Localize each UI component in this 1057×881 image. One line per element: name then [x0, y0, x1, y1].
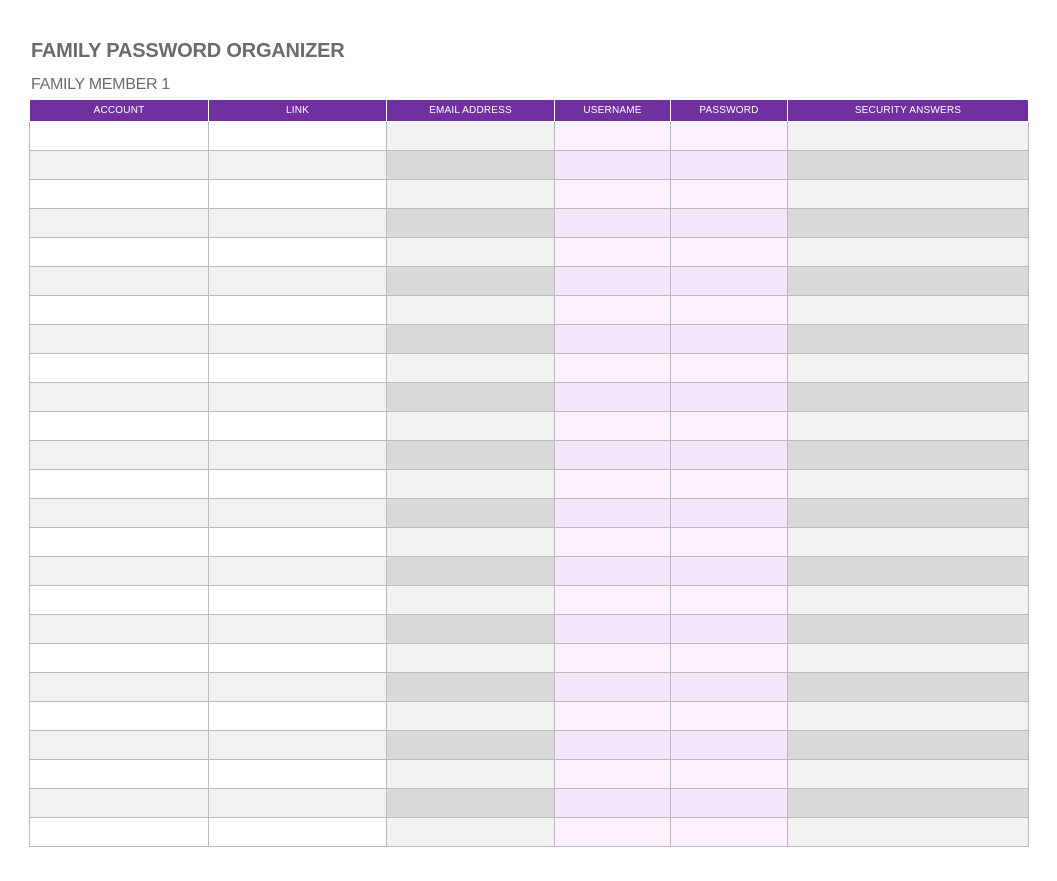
cell-username[interactable] — [555, 354, 671, 383]
table-row — [30, 818, 1029, 847]
cell-password[interactable] — [671, 615, 788, 644]
table-row — [30, 325, 1029, 354]
cell-account[interactable] — [30, 441, 209, 470]
cell-username[interactable] — [555, 789, 671, 818]
cell-security[interactable] — [788, 383, 1029, 412]
cell-password[interactable] — [671, 180, 788, 209]
cell-link[interactable] — [209, 673, 387, 702]
cell-security[interactable] — [788, 470, 1029, 499]
table-row — [30, 557, 1029, 586]
cell-link[interactable] — [209, 122, 387, 151]
cell-password[interactable] — [671, 122, 788, 151]
cell-email[interactable] — [387, 586, 555, 615]
cell-security[interactable] — [788, 586, 1029, 615]
cell-account[interactable] — [30, 499, 209, 528]
cell-username[interactable] — [555, 325, 671, 354]
cell-email[interactable] — [387, 267, 555, 296]
cell-account[interactable] — [30, 238, 209, 267]
cell-security[interactable] — [788, 528, 1029, 557]
cell-email[interactable] — [387, 441, 555, 470]
cell-email[interactable] — [387, 760, 555, 789]
cell-password[interactable] — [671, 644, 788, 673]
cell-username[interactable] — [555, 702, 671, 731]
table-row — [30, 151, 1029, 180]
cell-email[interactable] — [387, 296, 555, 325]
cell-link[interactable] — [209, 615, 387, 644]
cell-security[interactable] — [788, 557, 1029, 586]
column-header-security-answers: SECURITY ANSWERS — [788, 100, 1029, 122]
cell-security[interactable] — [788, 615, 1029, 644]
cell-username[interactable] — [555, 528, 671, 557]
cell-password[interactable] — [671, 760, 788, 789]
cell-account[interactable] — [30, 644, 209, 673]
cell-link[interactable] — [209, 296, 387, 325]
cell-account[interactable] — [30, 383, 209, 412]
cell-email[interactable] — [387, 238, 555, 267]
cell-username[interactable] — [555, 586, 671, 615]
cell-password[interactable] — [671, 354, 788, 383]
cell-username[interactable] — [555, 151, 671, 180]
cell-email[interactable] — [387, 151, 555, 180]
page-title: FAMILY PASSWORD ORGANIZER — [31, 40, 345, 62]
column-header-link: LINK — [209, 100, 387, 122]
cell-security[interactable] — [788, 325, 1029, 354]
cell-email[interactable] — [387, 325, 555, 354]
column-header-email-address: EMAIL ADDRESS — [387, 100, 555, 122]
cell-security[interactable] — [788, 760, 1029, 789]
table-row — [30, 644, 1029, 673]
cell-username[interactable] — [555, 238, 671, 267]
cell-account[interactable] — [30, 180, 209, 209]
cell-password[interactable] — [671, 702, 788, 731]
cell-username[interactable] — [555, 818, 671, 847]
cell-link[interactable] — [209, 325, 387, 354]
cell-username[interactable] — [555, 209, 671, 238]
cell-account[interactable] — [30, 122, 209, 151]
cell-account[interactable] — [30, 296, 209, 325]
table-row — [30, 673, 1029, 702]
cell-account[interactable] — [30, 267, 209, 296]
cell-account[interactable] — [30, 151, 209, 180]
cell-email[interactable] — [387, 470, 555, 499]
cell-username[interactable] — [555, 122, 671, 151]
cell-security[interactable] — [788, 122, 1029, 151]
cell-password[interactable] — [671, 267, 788, 296]
cell-link[interactable] — [209, 499, 387, 528]
cell-username[interactable] — [555, 267, 671, 296]
cell-link[interactable] — [209, 180, 387, 209]
table-row — [30, 470, 1029, 499]
table-row — [30, 702, 1029, 731]
cell-email[interactable] — [387, 702, 555, 731]
cell-link[interactable] — [209, 267, 387, 296]
table-row — [30, 180, 1029, 209]
cell-username[interactable] — [555, 731, 671, 760]
cell-password[interactable] — [671, 296, 788, 325]
cell-link[interactable] — [209, 238, 387, 267]
cell-password[interactable] — [671, 151, 788, 180]
cell-email[interactable] — [387, 673, 555, 702]
cell-account[interactable] — [30, 731, 209, 760]
cell-link[interactable] — [209, 789, 387, 818]
table-row — [30, 586, 1029, 615]
cell-username[interactable] — [555, 180, 671, 209]
cell-security[interactable] — [788, 354, 1029, 383]
cell-username[interactable] — [555, 499, 671, 528]
cell-account[interactable] — [30, 702, 209, 731]
cell-security[interactable] — [788, 267, 1029, 296]
table-row — [30, 238, 1029, 267]
cell-account[interactable] — [30, 615, 209, 644]
table-row — [30, 354, 1029, 383]
cell-link[interactable] — [209, 151, 387, 180]
cell-username[interactable] — [555, 760, 671, 789]
table-body — [30, 122, 1029, 847]
cell-email[interactable] — [387, 528, 555, 557]
cell-username[interactable] — [555, 383, 671, 412]
cell-security[interactable] — [788, 499, 1029, 528]
cell-account[interactable] — [30, 412, 209, 441]
cell-account[interactable] — [30, 209, 209, 238]
cell-email[interactable] — [387, 644, 555, 673]
cell-account[interactable] — [30, 818, 209, 847]
table-row — [30, 731, 1029, 760]
password-table — [29, 99, 1029, 847]
cell-email[interactable] — [387, 180, 555, 209]
cell-account[interactable] — [30, 528, 209, 557]
table-row — [30, 267, 1029, 296]
cell-email[interactable] — [387, 122, 555, 151]
cell-password[interactable] — [671, 470, 788, 499]
cell-password[interactable] — [671, 528, 788, 557]
cell-link[interactable] — [209, 383, 387, 412]
cell-link[interactable] — [209, 209, 387, 238]
cell-email[interactable] — [387, 818, 555, 847]
cell-link[interactable] — [209, 441, 387, 470]
table-row — [30, 296, 1029, 325]
cell-security[interactable] — [788, 702, 1029, 731]
cell-username[interactable] — [555, 296, 671, 325]
cell-link[interactable] — [209, 412, 387, 441]
cell-password[interactable] — [671, 731, 788, 760]
cell-password[interactable] — [671, 499, 788, 528]
cell-username[interactable] — [555, 441, 671, 470]
cell-email[interactable] — [387, 383, 555, 412]
cell-security[interactable] — [788, 209, 1029, 238]
cell-username[interactable] — [555, 557, 671, 586]
cell-username[interactable] — [555, 470, 671, 499]
cell-security[interactable] — [788, 238, 1029, 267]
cell-security[interactable] — [788, 731, 1029, 760]
cell-account[interactable] — [30, 470, 209, 499]
table-row — [30, 528, 1029, 557]
table-row — [30, 209, 1029, 238]
cell-email[interactable] — [387, 789, 555, 818]
cell-link[interactable] — [209, 557, 387, 586]
table-row — [30, 499, 1029, 528]
cell-password[interactable] — [671, 441, 788, 470]
header-row — [30, 100, 1029, 122]
cell-email[interactable] — [387, 499, 555, 528]
cell-account[interactable] — [30, 586, 209, 615]
cell-security[interactable] — [788, 673, 1029, 702]
table-row — [30, 760, 1029, 789]
cell-password[interactable] — [671, 789, 788, 818]
cell-link[interactable] — [209, 818, 387, 847]
cell-password[interactable] — [671, 818, 788, 847]
column-header-account: ACCOUNT — [30, 100, 209, 122]
cell-security[interactable] — [788, 441, 1029, 470]
cell-security[interactable] — [788, 644, 1029, 673]
cell-email[interactable] — [387, 731, 555, 760]
cell-account[interactable] — [30, 325, 209, 354]
cell-link[interactable] — [209, 644, 387, 673]
cell-link[interactable] — [209, 702, 387, 731]
table-row — [30, 412, 1029, 441]
table-row — [30, 789, 1029, 818]
cell-link[interactable] — [209, 760, 387, 789]
cell-account[interactable] — [30, 673, 209, 702]
cell-email[interactable] — [387, 209, 555, 238]
cell-password[interactable] — [671, 673, 788, 702]
table-row — [30, 615, 1029, 644]
cell-security[interactable] — [788, 180, 1029, 209]
cell-security[interactable] — [788, 296, 1029, 325]
cell-account[interactable] — [30, 789, 209, 818]
table-row — [30, 122, 1029, 151]
cell-email[interactable] — [387, 412, 555, 441]
cell-link[interactable] — [209, 354, 387, 383]
column-header-username: USERNAME — [555, 100, 671, 122]
cell-security[interactable] — [788, 412, 1029, 441]
cell-link[interactable] — [209, 470, 387, 499]
cell-link[interactable] — [209, 586, 387, 615]
cell-account[interactable] — [30, 760, 209, 789]
cell-email[interactable] — [387, 354, 555, 383]
cell-security[interactable] — [788, 789, 1029, 818]
cell-password[interactable] — [671, 209, 788, 238]
cell-link[interactable] — [209, 731, 387, 760]
table-row — [30, 383, 1029, 412]
cell-security[interactable] — [788, 818, 1029, 847]
cell-password[interactable] — [671, 325, 788, 354]
cell-username[interactable] — [555, 644, 671, 673]
cell-username[interactable] — [555, 412, 671, 441]
table-row — [30, 441, 1029, 470]
cell-password[interactable] — [671, 586, 788, 615]
cell-password[interactable] — [671, 383, 788, 412]
cell-password[interactable] — [671, 412, 788, 441]
cell-username[interactable] — [555, 673, 671, 702]
cell-username[interactable] — [555, 615, 671, 644]
cell-link[interactable] — [209, 528, 387, 557]
cell-password[interactable] — [671, 557, 788, 586]
cell-password[interactable] — [671, 238, 788, 267]
cell-security[interactable] — [788, 151, 1029, 180]
cell-email[interactable] — [387, 615, 555, 644]
column-header-password: PASSWORD — [671, 100, 788, 122]
cell-email[interactable] — [387, 557, 555, 586]
section-subtitle: FAMILY MEMBER 1 — [31, 76, 170, 93]
cell-account[interactable] — [30, 557, 209, 586]
cell-account[interactable] — [30, 354, 209, 383]
